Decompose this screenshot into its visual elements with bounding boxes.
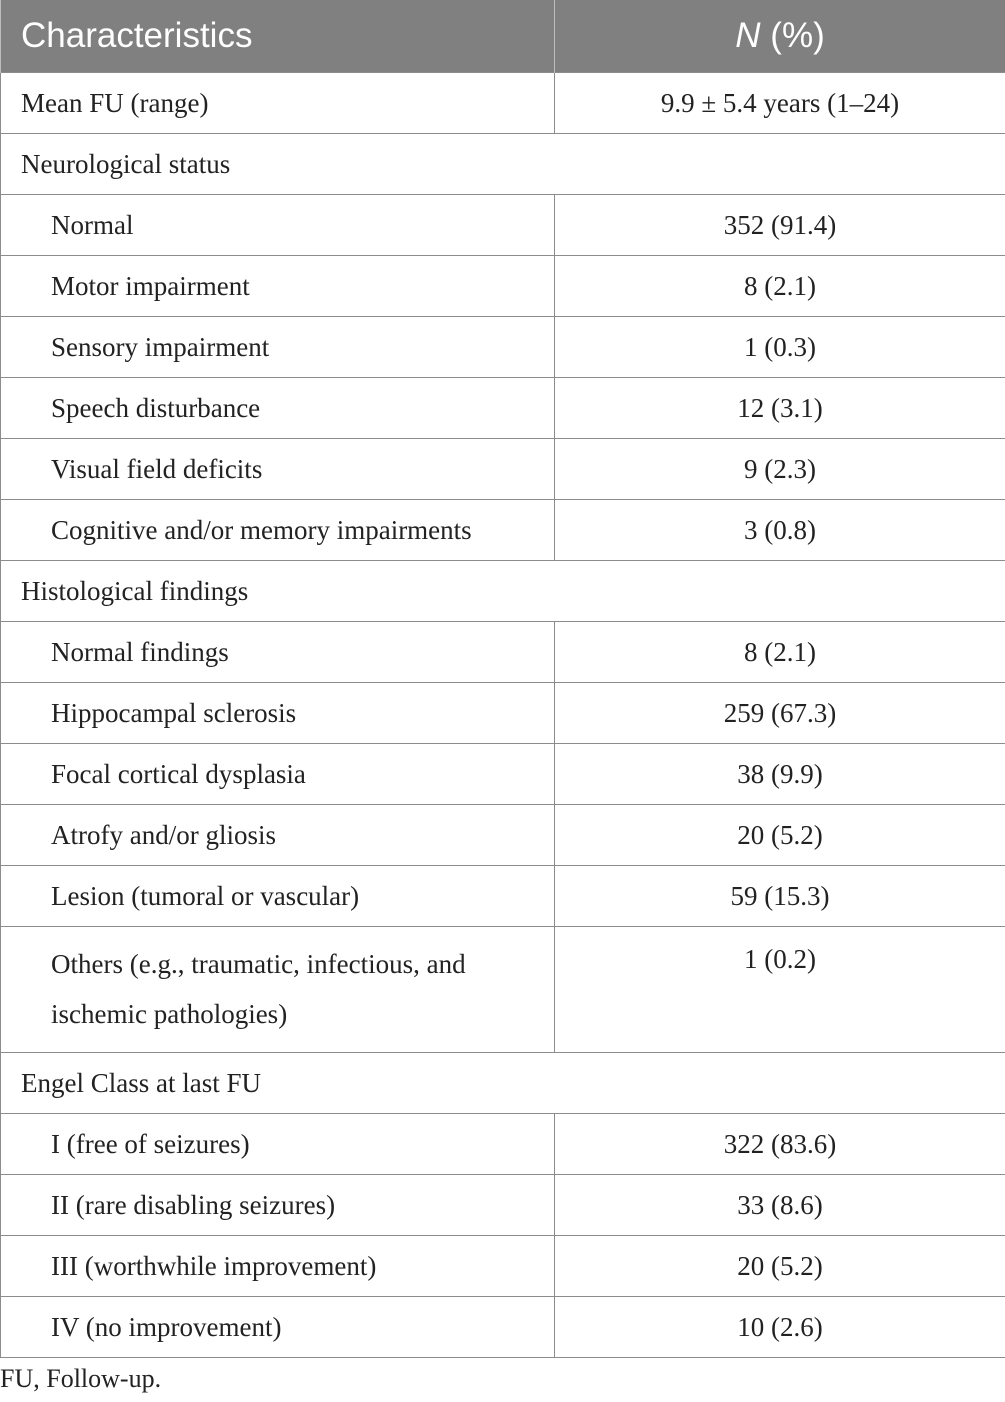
table-row [1,1175,1005,1236]
table-row [1,1114,1005,1175]
row-label: Mean FU (range) [1,73,555,134]
row-label: IV (no improvement) [1,1297,555,1358]
section-title: Histological findings [1,561,1005,622]
row-label: II (rare disabling seizures) [1,1175,555,1236]
row-value: 9.9 ± 5.4 years (1–24) [555,73,1005,134]
table-row [1,927,1005,1053]
row-value: 12 (3.1) [555,378,1005,439]
row-value: 59 (15.3) [555,866,1005,927]
row-label: Normal [1,195,555,256]
header-n-percent [555,0,1005,73]
row-value: 352 (91.4) [555,195,1005,256]
row-value: 33 (8.6) [555,1175,1005,1236]
header-percent: (%) [760,16,825,55]
table-row [1,378,1005,439]
table-row [1,622,1005,683]
row-value: 20 (5.2) [555,1236,1005,1297]
table-row [1,500,1005,561]
row-label: Focal cortical dysplasia [1,744,555,805]
table-row [1,439,1005,500]
header-characteristics: Characteristics [1,0,555,73]
row-label: Cognitive and/or memory impairments [1,500,555,561]
row-value: 38 (9.9) [555,744,1005,805]
row-value: 322 (83.6) [555,1114,1005,1175]
table-row [1,805,1005,866]
row-value: 9 (2.3) [555,439,1005,500]
row-value: 3 (0.8) [555,500,1005,561]
table-row [1,683,1005,744]
row-label: Sensory impairment [1,317,555,378]
row-value: 8 (2.1) [555,622,1005,683]
table-row [1,256,1005,317]
row-value: 8 (2.1) [555,256,1005,317]
row-label: Others (e.g., traumatic, infectious, and ischemic pathologies) [1,927,555,1053]
row-label: Visual field deficits [1,439,555,500]
table-row [1,866,1005,927]
row-value: 10 (2.6) [555,1297,1005,1358]
row-label: Hippocampal sclerosis [1,683,555,744]
row-label: Atrofy and/or gliosis [1,805,555,866]
table-row [1,744,1005,805]
row-label: Speech disturbance [1,378,555,439]
row-label: I (free of seizures) [1,1114,555,1175]
row-value: 1 (0.2) [555,927,1005,1053]
table-row [1,1236,1005,1297]
row-value: 20 (5.2) [555,805,1005,866]
table-row [1,195,1005,256]
section-title: Engel Class at last FU [1,1053,1005,1114]
table-row [1,317,1005,378]
table-footnote: FU, Follow-up. [0,1364,162,1393]
row-label: Normal findings [1,622,555,683]
row-value: 259 (67.3) [555,683,1005,744]
row-label: Lesion (tumoral or vascular) [1,866,555,927]
table-row [1,1297,1005,1358]
table-row-mean-fu [1,73,1005,134]
row-label: Motor impairment [1,256,555,317]
section-histological-findings [1,561,1005,622]
row-label: III (worthwhile improvement) [1,1236,555,1297]
table-header-row [1,0,1005,73]
section-neurological-status [1,134,1005,195]
section-title: Neurological status [1,134,1005,195]
section-engel-class [1,1053,1005,1114]
row-value: 1 (0.3) [555,317,1005,378]
header-n: N [735,16,761,55]
